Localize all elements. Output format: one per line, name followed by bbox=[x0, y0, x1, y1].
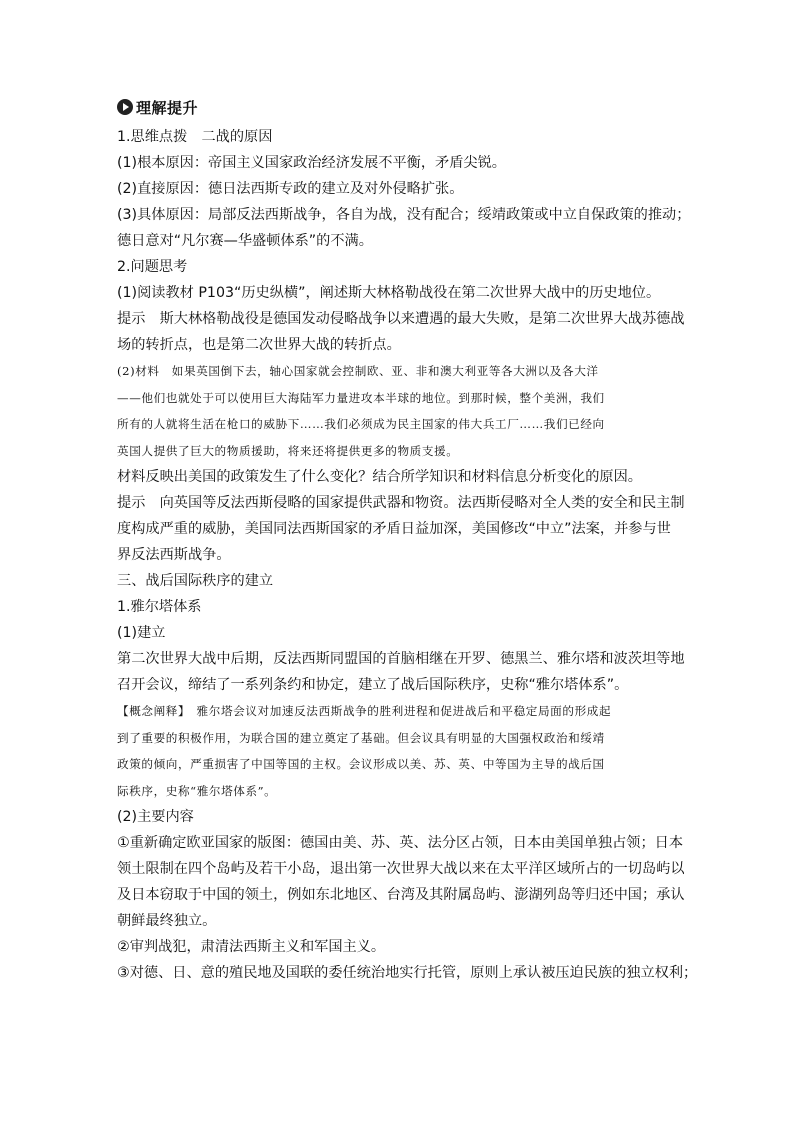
text-line: (1)建立 bbox=[117, 625, 166, 641]
text-line: 2.问题思考 bbox=[117, 259, 188, 275]
text-line: 提示 斯大林格勒战役是德国发动侵略战争以来遭遇的最大失败，是第二次世界大战苏德战 bbox=[117, 311, 685, 327]
text-line: 1.雅尔塔体系 bbox=[117, 599, 202, 615]
text-line: 界反法西斯战争。 bbox=[117, 547, 231, 563]
text-line: 三、战后国际秩序的建立 bbox=[117, 573, 274, 589]
text-line: 第二次世界大战中后期，反法西斯同盟国的首脑相继在开罗、德黑兰、雅尔塔和波茨坦等地 bbox=[117, 651, 685, 667]
text-line: 场的转折点，也是第二次世界大战的转折点。 bbox=[117, 337, 401, 353]
document-page bbox=[117, 92, 698, 986]
play-circle-icon bbox=[117, 99, 133, 115]
section-header bbox=[117, 92, 677, 122]
text-line: (2)主要内容 bbox=[117, 809, 194, 825]
text-line: (3)具体原因：局部反法西斯战争，各自为战，没有配合；绥靖政策或中立自保政策的推动； bbox=[117, 207, 691, 223]
document-body bbox=[117, 124, 698, 986]
text-line: 领土限制在四个岛屿及若干小岛，退出第一次世界大战以来在太平洋区域所占的一切岛屿以 bbox=[117, 861, 685, 877]
quoted-text-line: 英国人提供了巨大的物质援助，将来还将提供更多的物质支援。 bbox=[117, 443, 459, 458]
text-line: ②审判战犯，肃清法西斯主义和军国主义。 bbox=[117, 939, 386, 955]
text-line: (1)根本原因：帝国主义国家政治经济发展不平衡，矛盾尖锐。 bbox=[117, 155, 506, 171]
text-line: 德日意对“凡尔赛—华盛顿体系”的不满。 bbox=[117, 233, 373, 249]
text-line: 召开会议，缔结了一系列条约和协定，建立了战后国际秩序，史称“雅尔塔体系”。 bbox=[117, 677, 629, 693]
text-line: 度构成严重的威胁，美国同法西斯国家的矛盾日益加深，美国修改“中立”法案，并参与世 bbox=[117, 521, 671, 537]
section-title: 理解提升 bbox=[136, 98, 199, 117]
text-line: 1.思维点拨 二战的原因 bbox=[117, 129, 273, 145]
text-line: (1)阅读教材 P103“历史纵横”，阐述斯大林格勒战役在第二次世界大战中的历史地位。 bbox=[117, 285, 661, 301]
text-line: 朝鲜最终独立。 bbox=[117, 913, 217, 929]
text-line: (2)直接原因：德日法西斯专政的建立及对外侵略扩张。 bbox=[117, 181, 464, 197]
text-line: 材料反映出美国的政策发生了什么变化？结合所学知识和材料信息分析变化的原因。 bbox=[117, 469, 642, 485]
text-line: ③对德、日、意的殖民地及国联的委任统治地实行托管，原则上承认被压迫民族的独立权利； bbox=[117, 965, 698, 981]
quoted-text-line: 政策的倾向，严重损害了中国等国的主权。会议形成以美、苏、英、中等国为主导的战后国 bbox=[117, 757, 605, 771]
text-line: 及日本窃取于中国的领土，例如东北地区、台湾及其附属岛屿、澎湖列岛等归还中国；承认 bbox=[117, 887, 685, 903]
quoted-text-line: (2)材料 如果英国倒下去，轴心国家就会控制欧、亚、非和澳大利亚等各大洲以及各大洋 bbox=[117, 364, 599, 378]
quoted-text-line: 到了重要的积极作用，为联合国的建立奠定了基础。但会议具有明显的大国强权政治和绥靖 bbox=[117, 730, 605, 745]
text-line: 提示 向英国等反法西斯侵略的国家提供武器和物资。法西斯侵略对全人类的安全和民主制 bbox=[117, 495, 685, 511]
quoted-text-line: 际秩序，史称“雅尔塔体系”。 bbox=[117, 783, 277, 798]
quoted-text-line: ——他们也就处于可以使用巨大海陆军力量进攻本半球的地位。到那时候，整个美洲，我们 bbox=[117, 390, 605, 405]
text-line: ①重新确定欧亚国家的版图：德国由美、苏、英、法分区占领，日本由美国单独占领；日本 bbox=[117, 835, 684, 851]
quoted-text-line: 所有的人就将生活在枪口的威胁下……我们必须成为民主国家的伟大兵工厂……我们已经向 bbox=[117, 417, 605, 431]
quoted-text-line: 【概念阐释】 雅尔塔会议对加速反法西斯战争的胜利进程和促进战后和平稳定局面的形成起 bbox=[117, 704, 612, 718]
